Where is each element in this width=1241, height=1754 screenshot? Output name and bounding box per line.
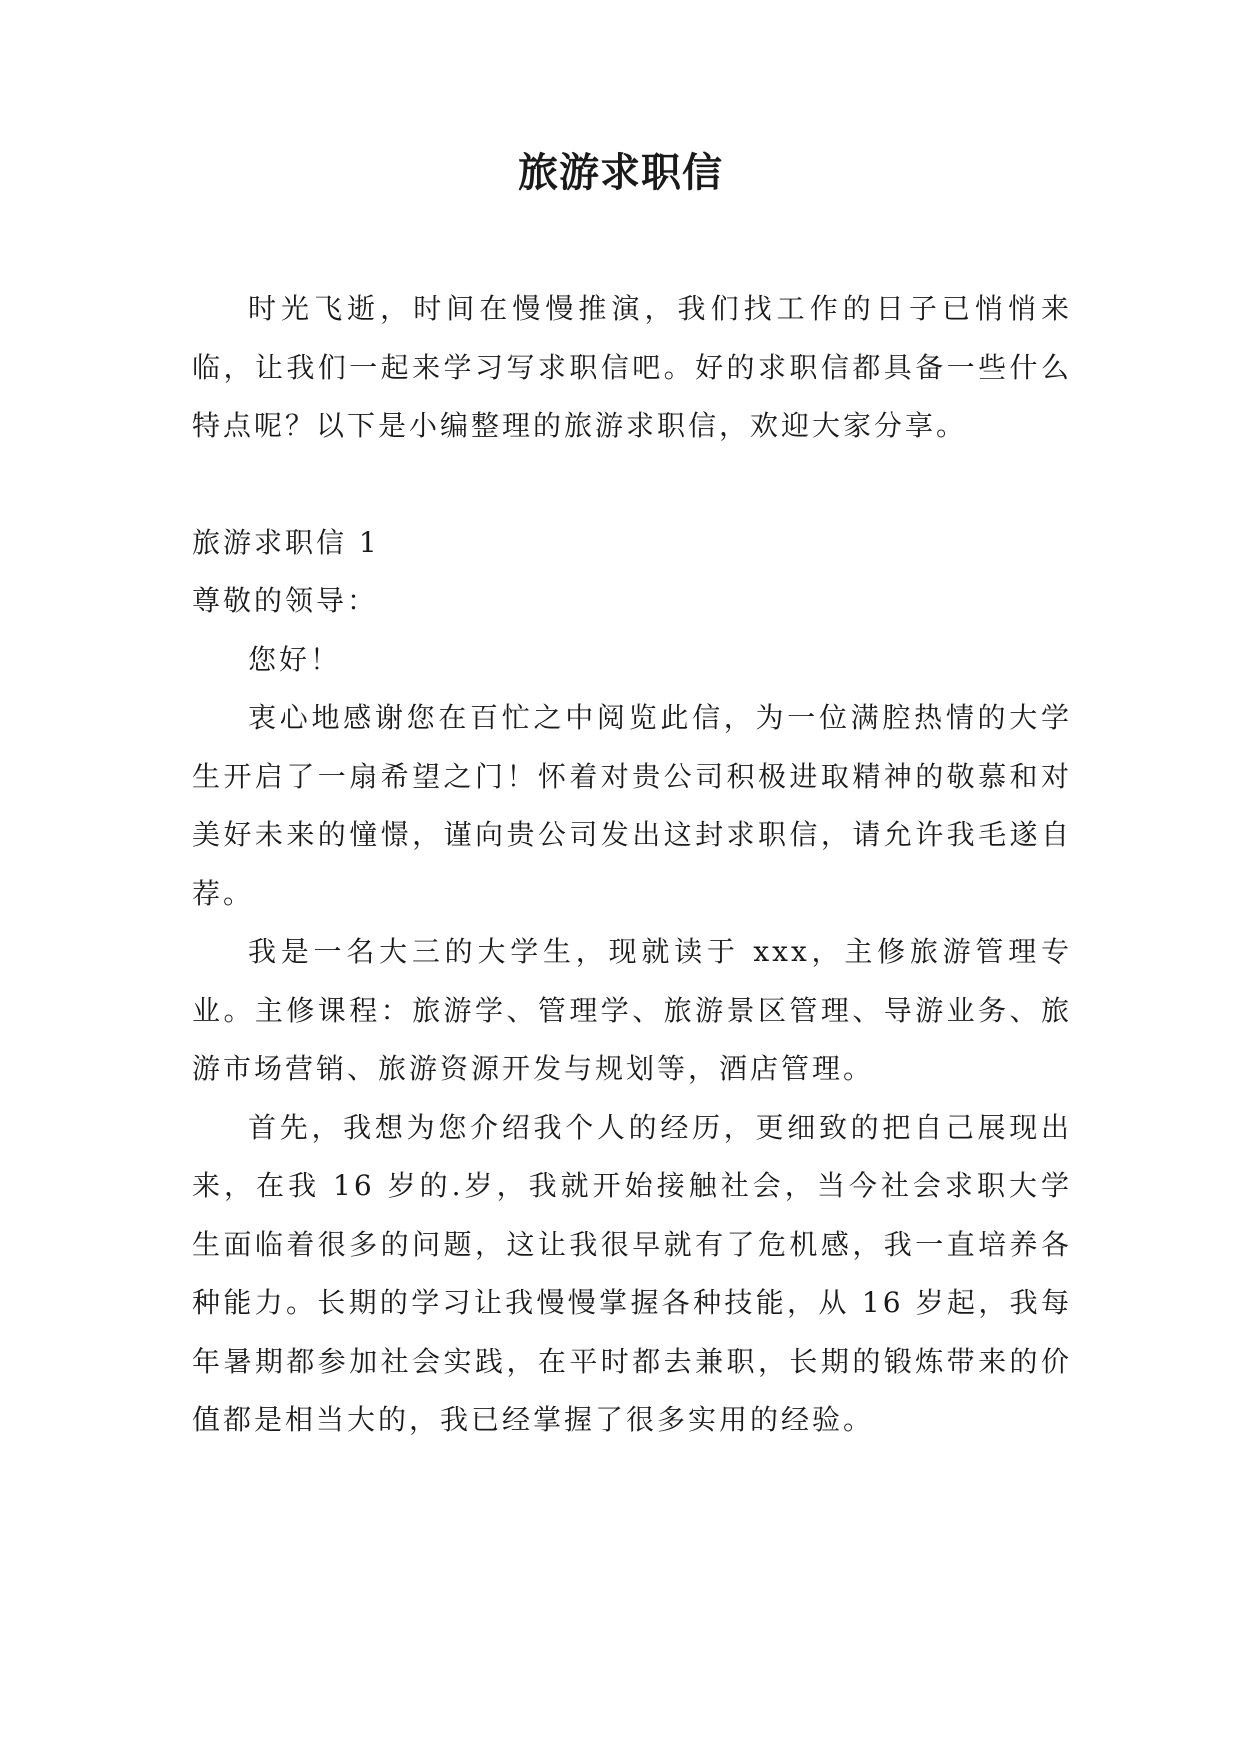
body-paragraph: 衷心地感谢您在百忙之中阅览此信，为一位满腔热情的大学生开启了一扇希望之门！怀着对贵公司积极进取精神的敬慕和对美好未来的憧憬，谨向贵公司发出这封求职信，请允许我毛遂自荐。	[192, 701, 1072, 910]
intro-paragraph: 时光飞逝，时间在慢慢推演，我们找工作的日子已悄悄来临，让我们一起来学习写求职信吧。好的求职信都具备一些什么特点呢？以下是小编整理的旅游求职信，欢迎大家分享。	[192, 292, 1072, 442]
section-heading: 旅游求职信 1	[192, 525, 380, 559]
body-paragraph: 首先，我想为您介绍我个人的经历，更细致的把自己展现出来，在我 16 岁的.岁，我就开始接触社会，当今社会求职大学生面临着很多的问题，这让我很早就有了危机感，我一直培养各种能力。长期的学习让我慢慢掌握各种技能，从 16 岁起，我每年暑期都参加社会实践，在平时都去兼职，长期的锻炼带来的价值都是相当大的，我已经掌握了很多实用的经验。	[192, 1110, 1072, 1436]
salutation: 尊敬的领导：	[192, 584, 379, 617]
document-title: 旅游求职信	[518, 149, 723, 196]
document-body	[192, 280, 1072, 1450]
body-paragraph: 我是一名大三的大学生，现就读于 xxx，主修旅游管理专业。主修课程：旅游学、管理学、旅游景区管理、导游业务、旅游市场营销、旅游资源开发与规划等，酒店管理。	[192, 935, 1072, 1085]
greeting: 您好！	[248, 642, 342, 676]
